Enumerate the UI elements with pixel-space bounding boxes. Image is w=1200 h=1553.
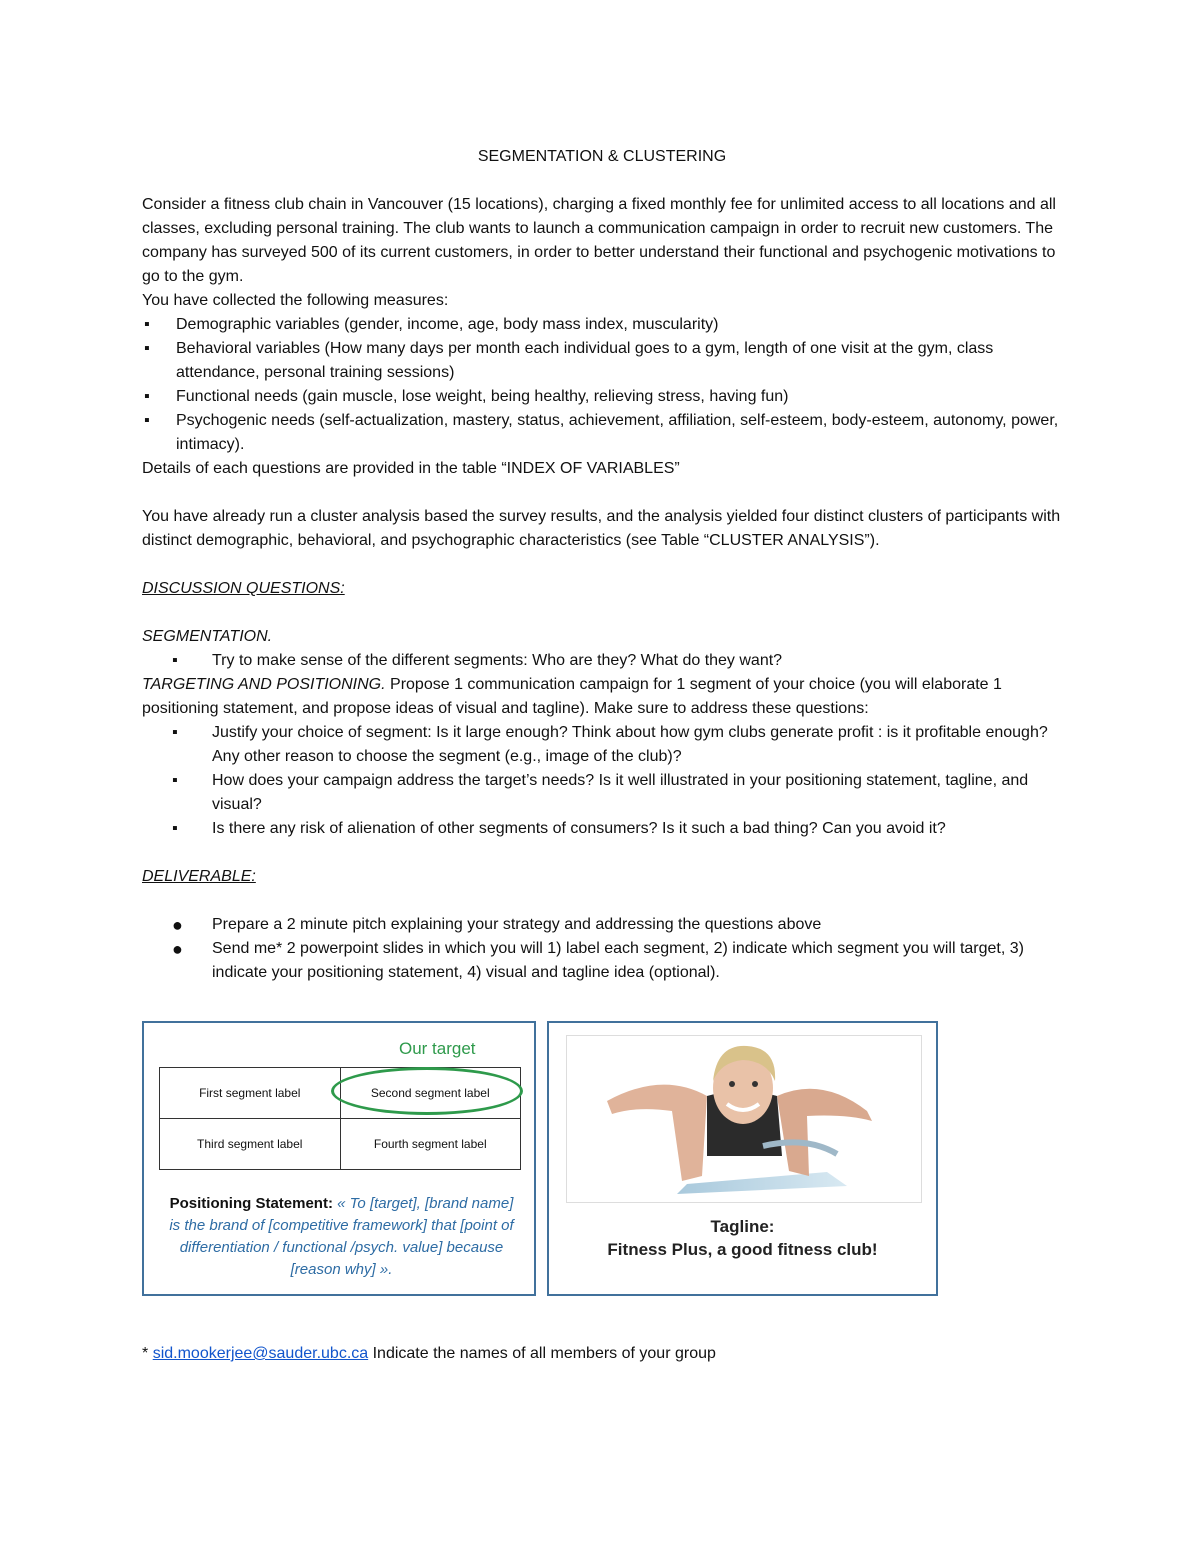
bullet-icon: ● [172, 939, 183, 959]
list-item: ▪ Justify your choice of segment: Is it large enough? Think about how gym clubs generate profit : is it profitable enough? Any other reason to choose the segment (e.g., image of the club)? [142, 721, 1062, 769]
list-item: ▪ Try to make sense of the different segments: Who are they? What do they want? [142, 649, 1062, 673]
discussion-heading: DISCUSSION QUESTIONS: [142, 580, 345, 597]
list-item: ● Prepare a 2 minute pitch explaining your strategy and addressing the questions above [142, 913, 1062, 937]
list-item: ▪ Is there any risk of alienation of other segments of consumers? Is it such a bad thing? Can you avoid it? [142, 817, 1062, 841]
segment-cell-4: Fourth segment label [340, 1119, 521, 1170]
bullet-icon: ▪ [144, 412, 150, 429]
segment-cell-3: Third segment label [160, 1119, 341, 1170]
fitness-photo [566, 1035, 922, 1203]
bullet-icon: ▪ [172, 652, 178, 669]
segment-example-box [142, 1021, 536, 1296]
bullet-icon: ▪ [144, 388, 150, 405]
targeting-paragraph [142, 673, 1062, 721]
our-target-label: Our target [399, 1039, 476, 1058]
footer-note [142, 1345, 716, 1363]
bullet-icon: ▪ [172, 820, 178, 837]
list-item: ▪ Behavioral variables (How many days per month each individual goes to a gym, length of one visit at the gym, class attendance, personal training sessions) [142, 337, 1062, 385]
email-link[interactable]: sid.mookerjee@sauder.ubc.ca [152, 1345, 369, 1362]
target-ellipse [331, 1067, 523, 1115]
details-line: Details of each questions are provided in the table “INDEX OF VARIABLES” [142, 460, 680, 477]
bullet-icon: ● [172, 915, 183, 935]
segment-cell-1: First segment label [160, 1068, 341, 1119]
positioning-statement [164, 1193, 519, 1281]
tagline-text: Fitness Plus, a good fitness club! [607, 1240, 878, 1259]
deliverable-heading: DELIVERABLE: [142, 868, 256, 885]
intro-paragraph: Consider a fitness club chain in Vancouver (15 locations), charging a fixed monthly fee for unlimited access to all locations and all classes, excluding personal training. The club wants to launch a communication campaign in order to recruit new customers. The company has surveyed 500 of its current customers, in order to better understand their functional and psychogenic motivations to go to the gym. [142, 196, 1056, 285]
bullet-icon: ▪ [172, 724, 178, 741]
tagline [549, 1215, 936, 1261]
positioning-statement-label: Positioning Statement: [169, 1195, 333, 1212]
measures-intro: You have collected the following measures: [142, 292, 449, 309]
bullet-icon: ▪ [144, 316, 150, 333]
pushup-woman-image [567, 1036, 921, 1202]
footer-text: Indicate the names of all members of your group [368, 1345, 716, 1362]
segmentation-label: SEGMENTATION. [142, 628, 273, 645]
visual-example-box [547, 1021, 938, 1296]
bullet-icon: ▪ [172, 772, 178, 789]
bullet-icon: ▪ [144, 340, 150, 357]
tagline-label: Tagline: [710, 1217, 775, 1236]
list-item: ● Send me* 2 powerpoint slides in which you will 1) label each segment, 2) indicate which segment you will target, 3) indicate your positioning statement, 4) visual and tagline idea (optional). [142, 937, 1062, 985]
footer-star: * [142, 1345, 149, 1362]
segment-cell-2: Second segment label [340, 1068, 521, 1119]
list-item: ▪ Functional needs (gain muscle, lose weight, being healthy, relieving stress, having fun) [142, 385, 1062, 409]
targeting-label: TARGETING AND POSITIONING. [142, 676, 386, 693]
list-item: ▪ How does your campaign address the target’s needs? Is it well illustrated in your positioning statement, tagline, and visual? [142, 769, 1062, 817]
list-item: ▪ Psychogenic needs (self-actualization, mastery, status, achievement, affiliation, self-esteem, body-esteem, autonomy, power, intimacy). [142, 409, 1062, 457]
page-title: SEGMENTATION & CLUSTERING [477, 148, 727, 165]
targeting-text: Propose 1 communication campaign for 1 segment of your choice (you will elaborate 1 positioning statement, and propose ideas of visual and tagline). Make sure to address these questions: [142, 676, 1002, 717]
cluster-paragraph: You have already run a cluster analysis based the survey results, and the analysis yielded four distinct clusters of participants with distinct demographic, behavioral, and psychographic characteristics (see Table “CLUSTER ANALYSIS”). [142, 508, 1061, 549]
list-item: ▪ Demographic variables (gender, income, age, body mass index, muscularity) [142, 313, 1062, 337]
document-body [142, 145, 1062, 985]
positioning-statement-text: « To [target], [brand name] is the brand of [competitive framework] that [point of differentiation / functional /psych. value] because [reason why] ». [169, 1195, 514, 1278]
